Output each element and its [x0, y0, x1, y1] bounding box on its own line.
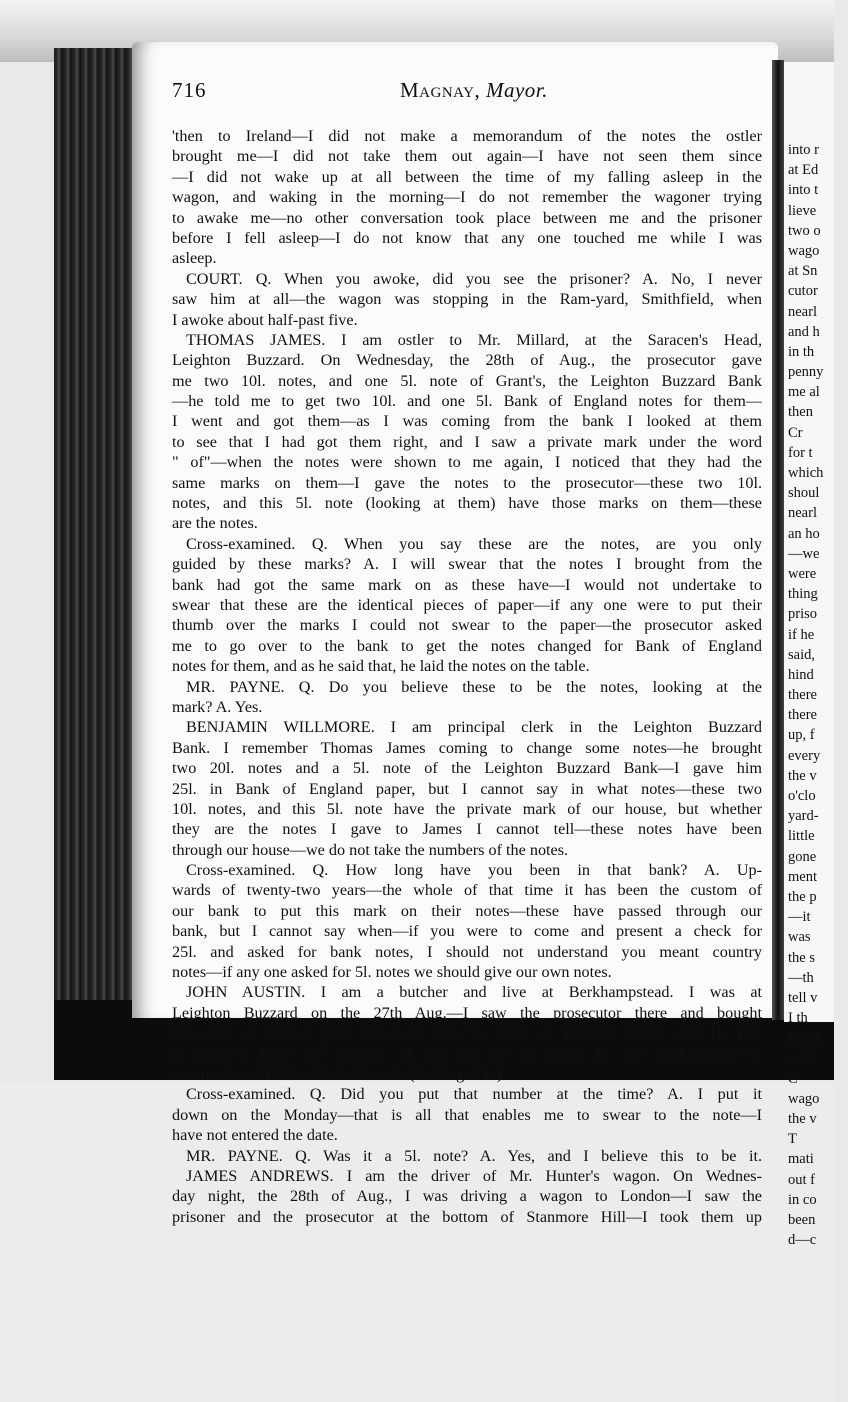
text-line: " of"—when the notes were shown to me again, I noticed that they had the [172, 453, 762, 472]
right-page-line: —it [788, 909, 811, 926]
text-line: are the notes. [172, 514, 258, 533]
text-line: I went and got them—as I was coming from the bank I looked at them [172, 412, 762, 431]
text-line: 'then to Ireland—I did not make a memorandum of the notes the ostler [172, 127, 762, 145]
right-page-line: were [788, 565, 817, 582]
text-line: down on the Monday—that is all that enables me to swear to the note—I [172, 1105, 762, 1124]
right-page-line: in co [788, 1191, 817, 1208]
right-page-line: o'clo [788, 788, 816, 804]
right-page-line: said, [788, 646, 815, 663]
right-page-line: d—c [788, 1232, 817, 1249]
right-page-line: the p [788, 888, 817, 905]
text-line: mark? A. Yes. [172, 697, 263, 716]
text-line: Cross-examined. Q. When you say these are the notes, are you only [186, 534, 762, 553]
text-line: two pigs of him—I paid him with two 5l. Bank of England notes, and 1l. 10s. [172, 1024, 762, 1043]
right-page-line: I th [788, 1010, 808, 1027]
text-line: MR. PAYNE. Q. Was it a 5l. note? A. Yes, and I believe this to be it. [186, 1146, 762, 1165]
right-page-line: gone [788, 848, 817, 865]
text-line: they are the notes I gave to James I cannot tell—these notes have been [172, 820, 762, 839]
right-page-line: —th [788, 969, 814, 986]
right-page-line: mati [788, 1151, 814, 1168]
right-page-line: into r [788, 142, 820, 158]
right-page-line: into t [788, 182, 819, 199]
text-line: was number 41792—this is the note (looking at it.) [172, 1064, 503, 1083]
text-line: wards of twenty-two years—the whole of that time it has been the custom of [172, 881, 762, 900]
text-line: 10l. notes, and this 5l. note have the private mark of our house, but whether [172, 799, 762, 818]
text-line: me two 10l. notes, and one 5l. note of Grant's, the Leighton Buzzard Bank [172, 371, 762, 390]
right-page-line: T [788, 1131, 797, 1148]
text-line: JOHN AUSTIN. I am a butcher and live at Berkhampstead. I was at [186, 983, 762, 1002]
text-line: BENJAMIN WILLMORE. I am principal clerk in the Leighton Buzzard [186, 718, 762, 737]
right-page-line: C [788, 1070, 798, 1087]
text-line: two 20l. notes and a 5l. note of the Leighton Buzzard Bank—I gave him [172, 759, 762, 778]
running-head [172, 78, 762, 108]
text-line: to see that I had got them right, and I saw a private mark under the word [172, 432, 762, 451]
right-page-line: the s [788, 949, 815, 966]
right-page-line: for t [788, 444, 813, 461]
text-line: bank had got the same mark on as these have—I would not undertake to [172, 575, 762, 594]
right-page-line: wago [788, 1090, 820, 1107]
running-head-role: Mayor. [485, 78, 548, 102]
right-page-line: me al [788, 384, 820, 401]
text-line: notes for them, and as he said that, he laid the notes on the table. [172, 657, 590, 676]
right-page-line: lieve [788, 202, 817, 219]
right-page-line: was [788, 929, 811, 946]
text-line: saw him at all—the wagon was stopping in the Ram-yard, Smithfield, when [172, 290, 762, 309]
text-line: guided by these marks? A. I will swear that the notes I brought from the [172, 555, 762, 574]
text-line: Leighton Buzzard. On Wednesday, the 28th of Aug., the prosecutor gave [172, 351, 762, 370]
page-body-text [172, 126, 762, 1227]
running-head-name: Magnay, [400, 78, 481, 102]
text-line: asleep. [172, 249, 217, 268]
text-line: day night, the 28th of Aug., I was driving a wagon to London—I saw the [172, 1187, 762, 1206]
text-line: Leighton Buzzard on the 27th Aug.—I saw the prosecutor there and bought [172, 1003, 762, 1022]
right-page-line: in th [788, 343, 815, 360]
right-page-line: Lond [788, 1030, 819, 1047]
right-page-line: yard- [788, 808, 819, 825]
right-page-line: tell v [788, 989, 818, 1006]
text-line: have not entered the date. [172, 1126, 338, 1145]
text-line: brought me—I did not take them out again—I have not seen them since [172, 147, 762, 166]
right-page-line: there [788, 687, 817, 704]
right-page-line: ment [788, 868, 817, 885]
page-number: 716 [172, 78, 207, 102]
right-page-line: at Ed [788, 162, 819, 179]
text-line: COURT. Q. When you awoke, did you see the prisoner? A. No, I never [186, 269, 762, 288]
right-page-line: little [788, 828, 815, 845]
right-page-line: been [788, 1211, 816, 1228]
right-page-line: shoul [788, 485, 820, 502]
right-page-line: out f [788, 1171, 815, 1188]
right-page-line: at Sn [788, 263, 818, 280]
right-page-line: Cr [788, 424, 803, 441]
text-line: —I did not wake up at all between the time of my falling asleep in the [172, 167, 762, 186]
right-page [784, 62, 834, 1249]
right-page-line: nearl [788, 505, 817, 522]
text-line: JAMES ANDREWS. I am the driver of Mr. Hunter's wagon. On Wednes- [186, 1166, 762, 1185]
right-page-line: nearl [788, 303, 817, 320]
right-page-line: an ho [788, 525, 820, 542]
text-line: 25l. and asked for bank notes, I should not understand you meant country [172, 942, 762, 961]
right-page-line: the v [788, 1111, 817, 1127]
right-page-line: penny [788, 364, 824, 381]
right-page-line: the v [788, 767, 817, 784]
right-page-line: then [788, 404, 813, 421]
right-page-line: —we [788, 545, 820, 562]
text-line: same marks on them—I gave the notes to the prosecutor—these two 10l. [172, 473, 762, 492]
right-page-line: two o [788, 222, 821, 239]
right-page-line: hind [788, 666, 814, 683]
right-page-line: cutor [788, 283, 818, 300]
text-line: bank, but I cannot say when—if you were to come and present a check for [172, 922, 762, 941]
text-line: notes—if any one asked for 5l. notes we should give our own notes. [172, 963, 612, 982]
text-line: through our house—we do not take the numbers of the notes. [172, 840, 569, 859]
text-line: Bank. I remember Thomas James coming to change some notes—he brought [172, 738, 762, 757]
right-page-text [788, 140, 848, 1250]
text-line: me to go over to the bank to get the notes changed for Bank of England [172, 636, 762, 655]
right-page-line: priso [788, 606, 817, 623]
text-line: Cross-examined. Q. How long have you been in that bank? A. Up- [186, 861, 762, 880]
right-page-line: thing [788, 586, 818, 603]
text-line: THOMAS JAMES. I am ostler to Mr. Millard, at the Saracen's Head, [186, 330, 762, 349]
right-page-line: which [788, 465, 824, 481]
book-gutter [772, 60, 784, 1020]
text-line: Cross-examined. Q. Did you put that number at the time? A. I put it [186, 1085, 762, 1104]
text-line: in cash—I have the number of one of the 5l. notes in my pocket-book—it [172, 1044, 762, 1063]
text-line: thumb over the marks I could not swear to the paper—the prosecutor asked [172, 616, 762, 635]
right-page-line: rema [788, 1050, 817, 1067]
right-page-line: up, f [788, 727, 815, 744]
text-line: prisoner and the prosecutor at the bottom of Stanmore Hill—I took them up [172, 1207, 762, 1226]
right-page-line: there [788, 707, 817, 724]
running-head-title [400, 78, 548, 103]
text-line: before I fell asleep—I do not know that any one touched me while I was [172, 228, 762, 247]
right-page-line: every [788, 747, 821, 764]
text-line: I awoke about half-past five. [172, 310, 358, 329]
right-page-line: and h [788, 323, 820, 340]
text-line: swear that these are the identical pieces of paper—if any one were to put their [172, 595, 762, 614]
text-line: 25l. in Bank of England paper, but I cannot say in what notes—these two [172, 779, 762, 798]
text-line: our bank to put this mark on their notes—these have passed through our [172, 901, 762, 920]
text-line: to awake me—no other conversation took place between me and the prisoner [172, 208, 762, 227]
right-page-line: wago [788, 242, 820, 259]
text-line: notes, and this 5l. note (looking at them) have those marks on them—these [172, 494, 762, 513]
text-line: wagon, and waking in the morning—I do not remember the wagoner trying [172, 188, 762, 207]
right-page-line: if he [788, 626, 815, 643]
text-line: —he told me to get two 10l. and one 5l. Bank of England notes for them— [172, 392, 762, 411]
text-line: MR. PAYNE. Q. Do you believe these to be the notes, looking at the [186, 677, 762, 696]
